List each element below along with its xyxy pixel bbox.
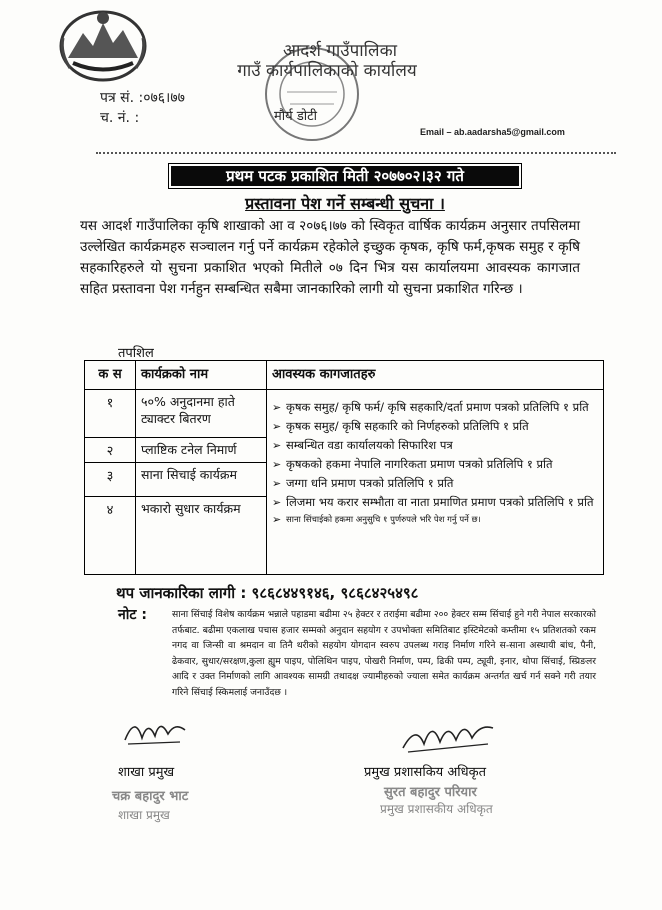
document-item: ➢ कृषक समुह/ कृषि फर्म/ कृषि सहकारि/दर्ता प्रमाण पत्रको प्रतिलिपि १ प्रति [272, 400, 589, 414]
office-title: आदर्श गाउँपालिका [282, 41, 398, 61]
letter-number: पत्र सं. :०७६।७७ [100, 90, 185, 106]
document-item: ➢ जग्गा धनि प्रमाण पत्रको प्रतिलिपि १ प्रति [272, 476, 454, 490]
notice-body: यस आदर्श गाउँपालिका कृषि शाखाको आ व २०७६।७७ को स्विकृत वार्षिक कार्यक्रम अनुसार तपसिलमा उल्लेखित कार्यक्रमहरु सञ्चालन गर्नु पर्ने कार्यक्रम रहेकोले इच्छुक कृषक, कृषि फर्म,कृषक समुह र कृषि सहकारिहरुले यो सुचना प्रकाशित भएको मितीले ०७ दिन भित्र यस कार्यालयमा आवस्यक कागजात सहित प्रस्तावना पेश गर्नहुन सम्बन्धित सबैमा जानकारिको लागी यो सुचना प्रकाशित गरिन्छ । [80, 218, 580, 297]
dotted-divider [96, 152, 616, 154]
right-signatory-role: प्रमुख प्रशासकिय अधिकृत [364, 765, 487, 780]
documents-cell [267, 390, 604, 575]
signature-left-icon [120, 710, 190, 750]
table-header-row [85, 361, 604, 390]
right-signatory-title: प्रमुख प्रशासकीय अधिकृत [380, 802, 493, 816]
contact-info: थप जानकारिका लागी : ९८६८४४९१४६, ९८६८४२५४९८ [116, 584, 419, 602]
arrow-bullet-icon: ➢ [272, 496, 282, 509]
header-documents: आवस्यक कागजातहरु [267, 361, 604, 390]
document-item: ➢ कृषक समुह/ कृषि सहकारि को निर्णहरुको प्रतिलिपि १ प्रति [272, 419, 529, 433]
arrow-bullet-icon: ➢ [272, 458, 282, 471]
arrow-bullet-icon: ➢ [272, 477, 282, 490]
office-subtitle: गाउँ कार्यपालिकाको कार्यालय [237, 61, 417, 81]
program-name: प्लाष्टिक टनेल निमार्ण [136, 438, 267, 463]
document-item: ➢ साना सिंचाईको हकमा अनुसुचि १ पुर्णरुपले भरि पेश गर्नु पर्ने छ। [272, 513, 481, 526]
table-row [85, 390, 604, 438]
document-item: ➢ लिजमा भय करार सम्भौता वा नाता प्रमाणित प्रमाण पत्रको प्रतिलिपि १ प्रति [272, 495, 594, 509]
program-name: साना सिचाई कार्यक्रम [136, 463, 267, 497]
note-text: साना सिंचाई विशेष कार्यक्रम भन्नाले पहाडमा बढीमा २५ हेक्टर र तराईमा बढीमा २०० हेक्टर सम्म सिंचाई हुने गरी नेपाल सरकारको तर्फबाट. बढीमा एकलाख पचास हजार सम्मको अनुदान सहयोग र उपभोक्ता समितिबाट इस्टिमेटको कम्तीमा १५ प्रतिशतको रकम नगद वा जिन्सी वा श्रमदान वा तिनै थरीको सहयोग योगदान स्वरुप उपलब्ध गराइ निर्माण गरिने स-साना अस्थायी बांध, पैनी, ढेकवार, सुधार/सरक्षण,कुला ह्युम पाइप, पोलिथिन पाइप, पोखरी निर्माण, पम्प, ढिकी पम्प, ट्यूवी, इनार, थोपा सिंचाई, स्प्रिङलर आदि र उक्त निर्माणको लागि आवश्यक सामग्री तथादक्ष ज्यामीहरुको ज्याला समेत कार्यक्रम अन्तर्गत खर्च गर्न सक्ने गरी तयार गरिने सिंचाई स्किमलाई जनाउँदछ । [172, 609, 596, 698]
left-signatory-title: शाखा प्रमुख [118, 808, 170, 822]
document-item: ➢ कृषकको हकमा नेपालि नागरिकता प्रमाण पत्रको प्रतिलिपि १ प्रति [272, 457, 553, 471]
note-label: नोट : [118, 607, 147, 623]
place-name: मौर्य डोटी [274, 109, 318, 124]
row-number: ३ [85, 463, 136, 497]
left-signatory-role: शाखा प्रमुख [118, 765, 175, 780]
left-signatory-name: चक्र बहादुर भाट [112, 789, 189, 804]
publication-banner-text: प्रथम पटक प्रकाशित मिती २०७७०२।३२ गते [226, 167, 464, 185]
notice-heading: प्रस्तावना पेश गर्ने सम्बन्धी सुचना । [245, 194, 445, 213]
arrow-bullet-icon: ➢ [272, 513, 282, 526]
signature-right-icon [398, 714, 498, 756]
header-program-name: कार्यक्रको नाम [136, 361, 267, 390]
program-table [84, 360, 604, 575]
header-serial: क स [85, 361, 136, 390]
publication-banner [168, 163, 522, 189]
dispatch-number: च. नं. : [100, 110, 140, 126]
document-item: ➢ सम्बन्धित वडा कार्यालयको सिफारिश पत्र [272, 438, 453, 452]
program-name: भकारो सुधार कार्यक्रम [136, 497, 267, 575]
email-address: Email – ab.aadarsha5@gmail.com [420, 127, 565, 137]
nepal-emblem-icon [58, 8, 148, 83]
program-name: ५०% अनुदानमा हाते ट्याक्टर बितरण [136, 390, 267, 438]
row-number: ४ [85, 497, 136, 575]
row-number: १ [85, 390, 136, 438]
arrow-bullet-icon: ➢ [272, 420, 282, 433]
row-number: २ [85, 438, 136, 463]
arrow-bullet-icon: ➢ [272, 401, 282, 414]
arrow-bullet-icon: ➢ [272, 439, 282, 452]
details-label: तपशिल [118, 346, 154, 361]
right-signatory-name: सुरत बहादुर परियार [384, 785, 477, 800]
